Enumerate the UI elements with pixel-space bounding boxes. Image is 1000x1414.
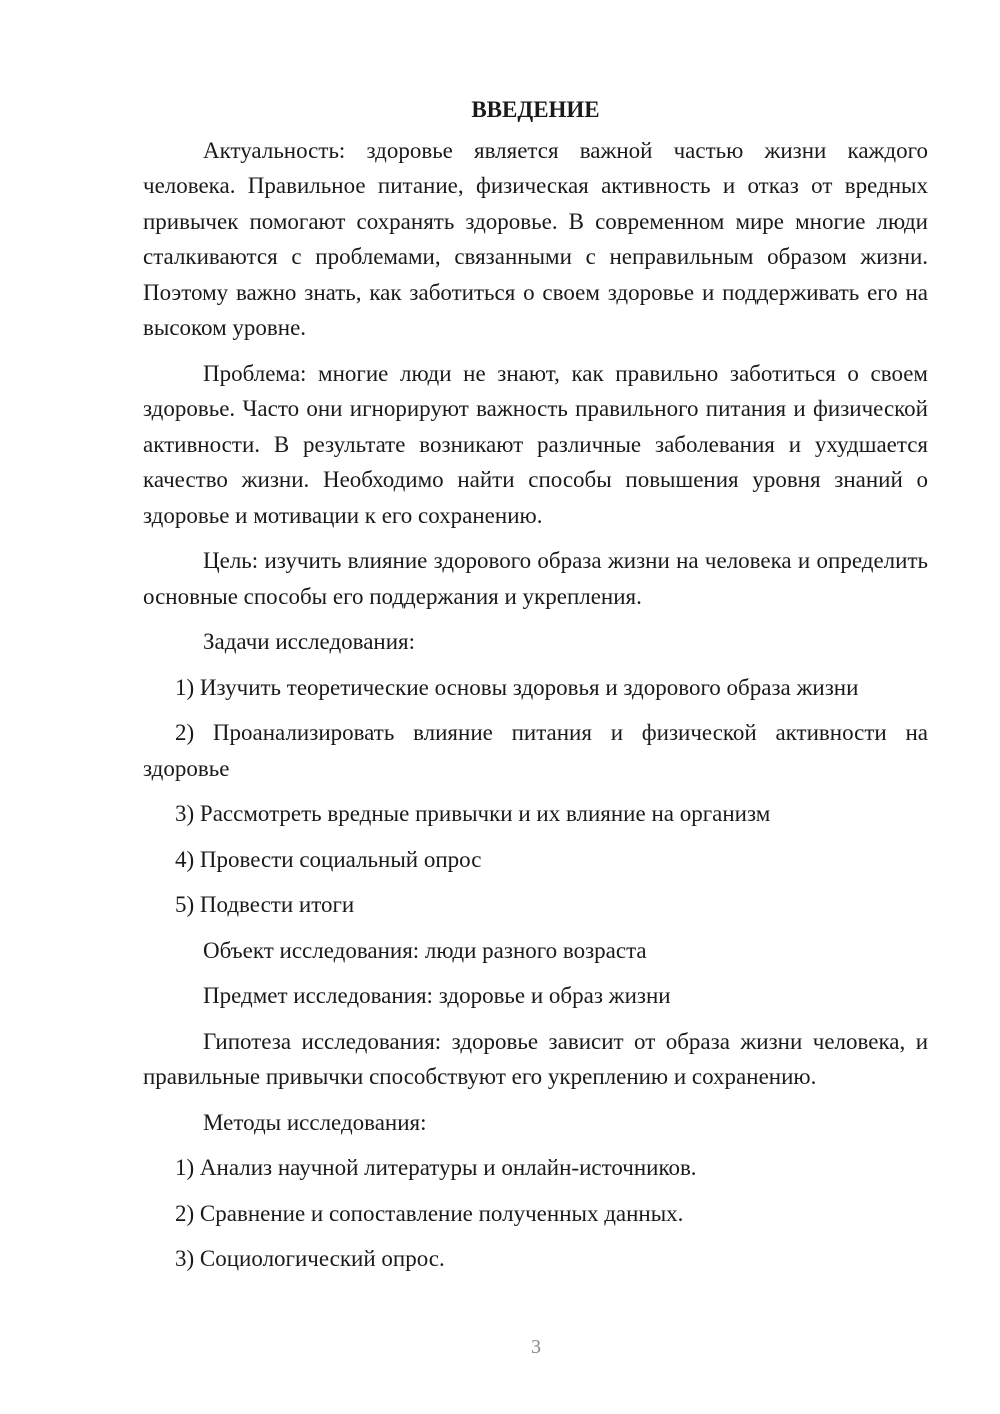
tasks-heading: Задачи исследования:: [203, 629, 416, 654]
document-body: [143, 92, 928, 1287]
method-item-3: 3) Социологический опрос.: [175, 1246, 445, 1271]
page-number: 3: [531, 1336, 541, 1358]
task-item-5: 5) Подвести итоги: [175, 892, 355, 917]
section-title: ВВЕДЕНИЕ: [471, 97, 600, 122]
methods-heading: Методы исследования:: [203, 1109, 427, 1135]
task-item-4: 4) Провести социальный опрос: [175, 846, 482, 872]
hypothesis-paragraph: Гипотеза исследования: здоровье зависит от образа жизни человека, и правильные привычки способствуют его укреплению и сохранению.: [143, 1028, 928, 1089]
relevance-paragraph: Актуальность: здоровье является важной частью жизни каждого человека. Правильное питание, физическая активность и отказ от вредных привычек помогают сохранять здоровье. В современном мире многие люди сталкиваются с проблемами, связанными с неправильным образом жизни. Поэтому важно знать, как заботиться о своем здоровье и поддерживать его на высоком уровне.: [143, 137, 928, 340]
task-item-1: 1) Изучить теоретические основы здоровья и здорового образа жизни: [175, 674, 859, 700]
method-item-2: 2) Сравнение и сопоставление полученных данных.: [175, 1200, 684, 1226]
subject-paragraph: Предмет исследования: здоровье и образ жизни: [203, 983, 671, 1008]
object-paragraph: Объект исследования: люди разного возраста: [203, 937, 647, 963]
problem-paragraph: Проблема: многие люди не знают, как правильно заботиться о своем здоровье. Часто они игнорируют важность правильного питания и физической активности. В результате возникают различные заболевания и ухудшается качество жизни. Необходимо найти способы повышения уровня знаний о здоровье и мотивации к его сохранению.: [143, 360, 928, 528]
task-item-3: 3) Рассмотреть вредные привычки и их влияние на организм: [175, 801, 771, 826]
method-item-1: 1) Анализ научной литературы и онлайн-источников.: [175, 1155, 697, 1180]
task-item-2: 2) Проанализировать влияние питания и физической активности на здоровье: [143, 720, 928, 781]
goal-paragraph: Цель: изучить влияние здорового образа жизни на человека и определить основные способы его поддержания и укрепления.: [143, 548, 928, 609]
